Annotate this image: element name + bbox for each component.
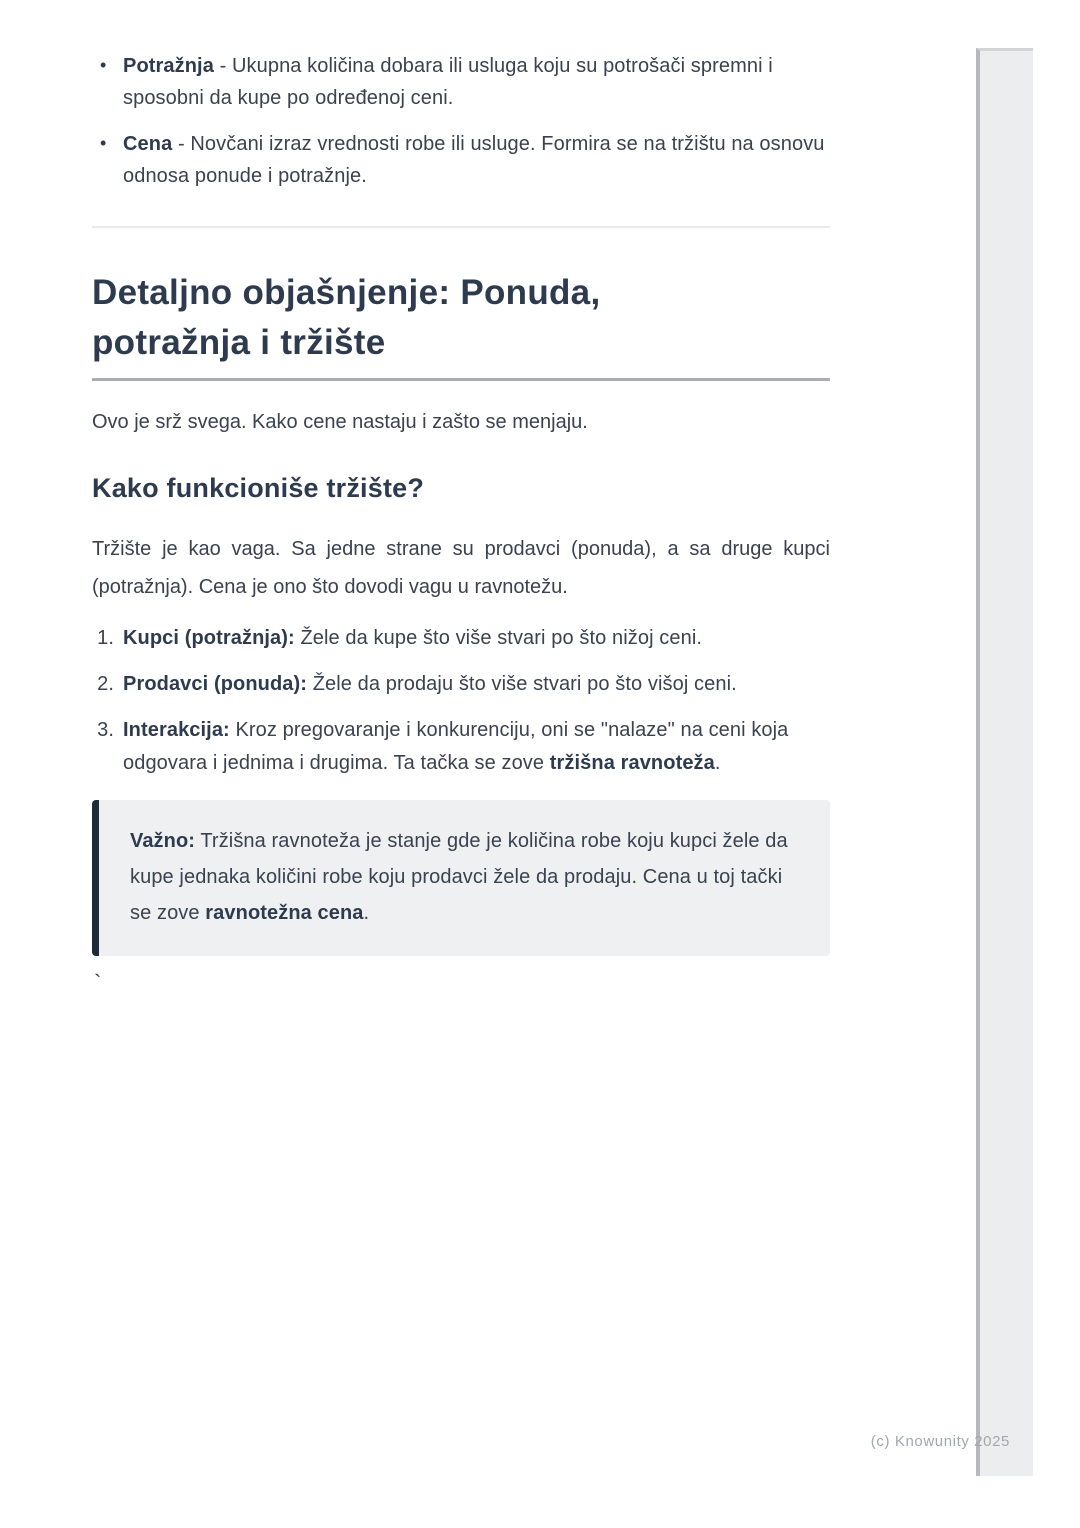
bullet-icon: • bbox=[100, 55, 107, 75]
definition-text: Cena - Novčani izraz vrednosti robe ili usluge. Formira se na tržištu na osnovu odnosa ponude i potražnje. bbox=[123, 133, 825, 187]
item-number: 1. bbox=[97, 627, 114, 649]
numbered-item-text: Prodavci (ponuda): Žele da prodaju što više stvari po što višoj ceni. bbox=[123, 673, 737, 695]
intro-paragraph: Ovo je srž svega. Kako cene nastaju i zašto se menjaju. bbox=[92, 411, 588, 433]
section-heading: Kako funkcioniše tržište? bbox=[92, 473, 425, 503]
document-content bbox=[92, 0, 830, 994]
section-divider bbox=[92, 226, 830, 228]
definition-list bbox=[92, 50, 830, 192]
definition-text: Potražnja - Ukupna količina dobara ili usluga koju su potrošači spremni i sposobni da kupe po određenoj ceni. bbox=[123, 55, 773, 109]
numbered-item-text: Kupci (potražnja): Žele da kupe što više stvari po što nižoj ceni. bbox=[123, 627, 703, 649]
stray-backtick: ` bbox=[94, 970, 102, 995]
title-underline bbox=[92, 378, 830, 381]
item-number: 3. bbox=[97, 719, 114, 741]
body-paragraph: Tržište je kao vaga. Sa jedne strane su prodavci (ponuda), a sa druge kupci (potražnja). Cena je ono što dovodi vagu u ravnotežu. bbox=[92, 538, 830, 598]
list-item bbox=[92, 50, 830, 114]
bullet-icon: • bbox=[100, 133, 107, 153]
numbered-item bbox=[92, 714, 830, 780]
page-title: Detaljno objašnjenje: Ponuda, potražnja i tržište bbox=[92, 273, 601, 362]
callout-text: Važno: Tržišna ravnoteža je stanje gde je količina robe koju kupci žele da kupe jednaka količini robe koju prodavci žele da prodaju. Cena u toj tački se zove ravnotežna cena. bbox=[130, 830, 788, 924]
list-item bbox=[92, 128, 830, 192]
item-number: 2. bbox=[97, 673, 114, 695]
numbered-item-text: Interakcija: Kroz pregovaranje i konkurenciju, oni se "nalaze" na ceni koja odgovara i jednima i drugima. Ta tačka se zove tržišna ravnoteža. bbox=[123, 719, 789, 774]
numbered-item bbox=[92, 622, 830, 655]
important-callout bbox=[92, 800, 830, 956]
numbered-list bbox=[92, 622, 830, 780]
scrollbar-track[interactable] bbox=[976, 48, 1033, 1476]
copyright-footer: (c) Knowunity 2025 bbox=[870, 1433, 1010, 1450]
numbered-item bbox=[92, 668, 830, 701]
